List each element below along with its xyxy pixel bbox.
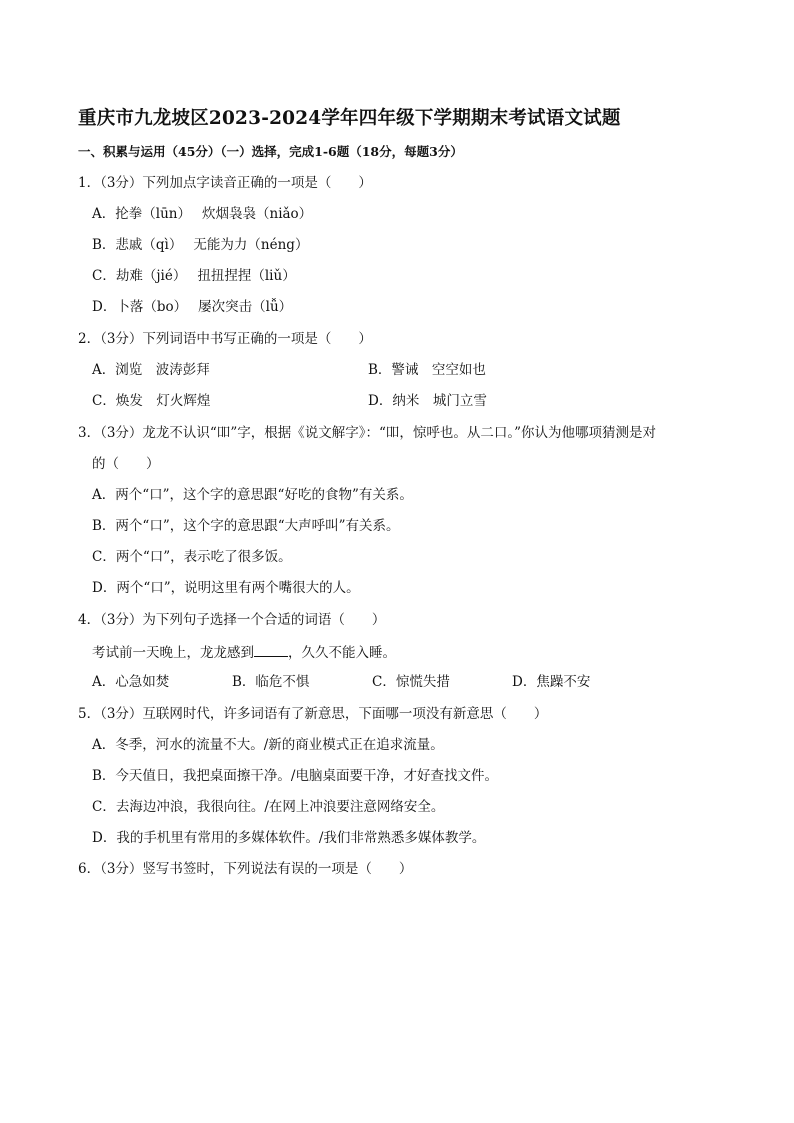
question-4-option-a: A．心急如焚: [92, 674, 170, 690]
question-3-option-c: C．两个“口”，表示吃了很多饭。: [92, 549, 292, 565]
page-title: 重庆市九龙坡区2023-2024学年四年级下学期期末考试语文试题: [78, 108, 621, 129]
question-5-option-a: A．冬季，河水的流量不大。/新的商业模式正在追求流量。: [92, 737, 444, 753]
question-4-option-b: B．临危不惧: [232, 674, 310, 690]
question-2-option-b: B．警诫 空空如也: [368, 362, 486, 378]
question-3-option-a: A．两个“口”，这个字的意思跟“好吃的食物”有关系。: [92, 487, 413, 503]
question-1-option-d: D．卜落（bo） 屡次突击（lǚ）: [92, 299, 293, 315]
question-4-option-d: D．焦躁不安: [512, 674, 591, 690]
question-5-option-b: B．今天值日，我把桌面擦干净。/电脑桌面要干净，才好查找文件。: [92, 768, 498, 784]
question-1-stem: 1．（3分）下列加点字读音正确的一项是（ ）: [78, 175, 372, 191]
question-4-answer-blank: [254, 642, 288, 657]
question-1-option-c: C．劫难（jié） 扭扭捏捏（liǔ）: [92, 268, 296, 284]
question-2-option-a: A．浏览 波涛彭拜: [92, 362, 210, 378]
section-heading: 一、积累与运用（45分）（一）选择，完成1-6题（18分，每题3分）: [78, 144, 463, 159]
question-4-sentence-after: ，久久不能入睡。: [288, 645, 396, 661]
question-5-option-d: D．我的手机里有常用的多媒体软件。/我们非常熟悉多媒体教学。: [92, 830, 486, 846]
question-2-stem: 2．（3分）下列词语中书写正确的一项是（ ）: [78, 331, 372, 347]
question-4-stem: 4．（3分）为下列句子选择一个合适的词语（ ）: [78, 612, 386, 628]
question-1-option-b: B．悲戚（qì） 无能为力（néng）: [92, 237, 309, 253]
question-2-option-c: C．焕发 灯火辉煌: [92, 393, 211, 409]
question-4-sentence: [92, 642, 396, 662]
question-5-option-c: C．去海边冲浪，我很向往。/在网上冲浪要注意网络安全。: [92, 799, 445, 815]
question-4-option-c: C．惊慌失措: [372, 674, 450, 690]
question-3-option-d: D．两个“口”，说明这里有两个嘴很大的人。: [92, 580, 360, 596]
question-2-option-d: D．纳米 城门立雪: [368, 393, 487, 409]
question-4-sentence-before: 考试前一天晚上，龙龙感到: [92, 645, 254, 661]
question-4-options: [92, 673, 652, 691]
question-3-option-b: B．两个“口”，这个字的意思跟“大声呼叫”有关系。: [92, 518, 400, 534]
question-3-stem-continued: 的（ ）: [92, 456, 160, 472]
question-5-stem: 5．（3分）互联网时代，许多词语有了新意思，下面哪一项没有新意思（ ）: [78, 706, 548, 722]
question-1-option-a: A．抡拳（lūn） 炊烟袅袅（niǎo）: [92, 206, 313, 222]
question-3-stem: 3．（3分）龙龙不认识“吅”字，根据《说文解字》：“吅，惊呼也。从二口。”你认为他哪项猜测是对: [78, 425, 657, 441]
question-6-stem: 6．（3分）竖写书签时，下列说法有误的一项是（ ）: [78, 861, 413, 877]
